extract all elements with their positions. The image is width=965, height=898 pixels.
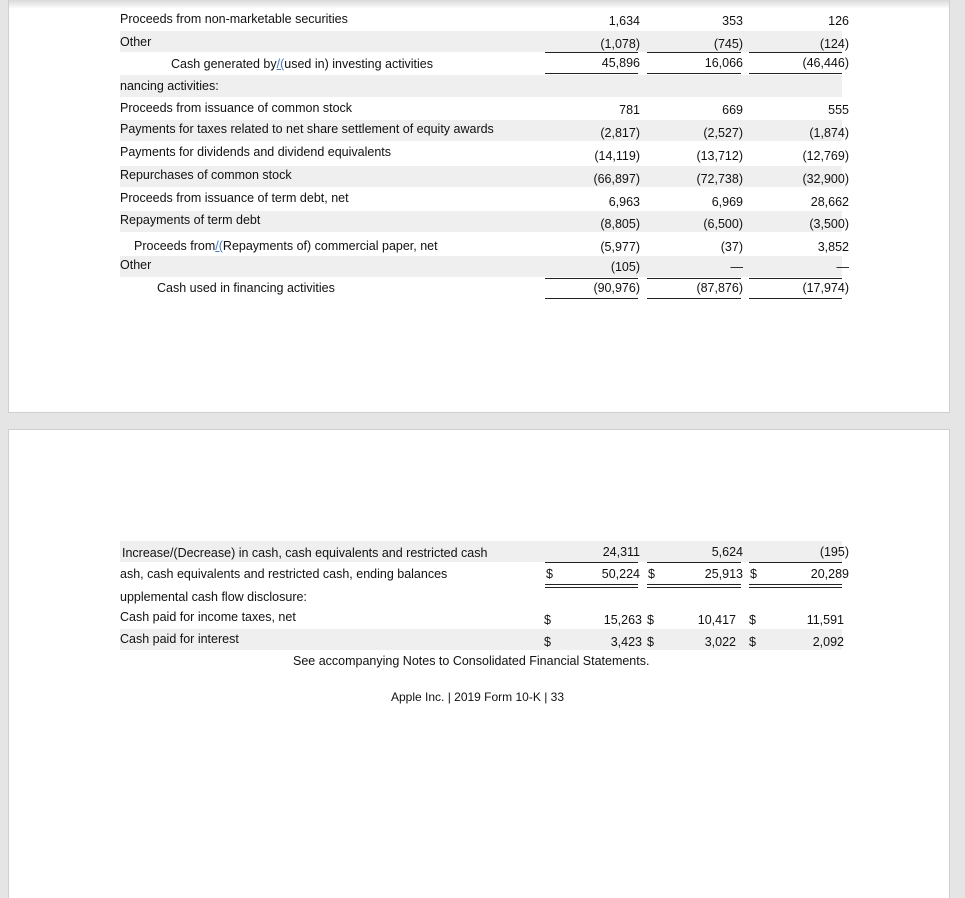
- ending-balance-row: [120, 563, 849, 584]
- value-2018: (6,500): [703, 217, 743, 231]
- currency-symbol: $: [544, 635, 551, 649]
- table-row: [120, 97, 849, 118]
- row-label: Proceeds from issuance of common stock: [120, 101, 353, 115]
- table-row: [120, 8, 849, 29]
- value-2018: 669: [722, 103, 743, 117]
- value-2018: 5,624: [711, 545, 743, 559]
- total-rule: [545, 73, 638, 74]
- row-label: Cash generated by/(used in) investing activities: [171, 57, 433, 71]
- table-row: [120, 166, 849, 187]
- value-2018: (2,527): [703, 126, 743, 140]
- table-row: [120, 120, 849, 141]
- value-2018: (72,738): [696, 172, 743, 186]
- value-2019: 781: [619, 103, 640, 117]
- value-2019: (2,817): [600, 126, 640, 140]
- total-rule: [749, 298, 842, 299]
- row-label: Proceeds from/(Repayments of) commercial paper, net: [134, 239, 438, 253]
- text-link[interactable]: /(: [215, 239, 223, 253]
- text-link[interactable]: /(: [276, 57, 285, 71]
- row-label: Cash paid for income taxes, net: [120, 610, 296, 624]
- notes-reference: See accompanying Notes to Consolidated Financial Statements.: [293, 654, 650, 668]
- total-rule: [545, 298, 638, 299]
- financing-total-row: [120, 279, 849, 300]
- row-label: Proceeds from non-marketable securities: [120, 12, 348, 26]
- value-2017: (17,974): [802, 281, 849, 295]
- table-row: [120, 256, 849, 277]
- total-rule: [647, 73, 741, 74]
- value-2017: 126: [828, 14, 849, 28]
- section-header-row: [120, 588, 842, 609]
- table-row: [120, 143, 849, 164]
- currency-symbol: $: [749, 613, 756, 627]
- value-2019: (90,976): [593, 281, 640, 295]
- table-row: [120, 629, 842, 650]
- row-label: ash, cash equivalents and restricted cash, ending balances: [120, 567, 448, 581]
- value-2019: 24,311: [602, 545, 640, 559]
- row-label: Repayments of term debt: [120, 213, 261, 227]
- row-label: Other: [120, 35, 152, 49]
- value-2017: 11,591: [806, 613, 844, 627]
- value-2018: 16,066: [704, 56, 743, 70]
- value-2017: 555: [828, 103, 849, 117]
- value-2018: 10,417: [697, 613, 736, 627]
- section-header: nancing activities:: [120, 79, 219, 93]
- value-2018: 3,022: [704, 635, 736, 649]
- value-2017: —: [836, 260, 849, 274]
- value-2019: 50,224: [601, 567, 640, 581]
- value-2017: (12,769): [802, 149, 849, 163]
- value-2018: (745): [713, 37, 743, 51]
- document-page-1: [8, 0, 950, 413]
- table-row: [120, 541, 849, 562]
- table-row: [120, 31, 849, 52]
- row-label: Proceeds from issuance of term debt, net: [120, 191, 349, 205]
- value-2017: 20,289: [810, 567, 849, 581]
- value-2017: 28,662: [810, 195, 849, 209]
- table-row: [120, 607, 842, 628]
- value-2019: 1,634: [608, 14, 640, 28]
- currency-symbol: $: [750, 567, 757, 581]
- currency-symbol: $: [647, 635, 654, 649]
- row-label: Repurchases of common stock: [120, 168, 292, 182]
- row-label: Payments for taxes related to net share settlement of equity awards: [120, 122, 494, 136]
- value-2019: (105): [610, 260, 640, 274]
- value-2019: (5,977): [600, 240, 640, 254]
- value-2019: (66,897): [593, 172, 640, 186]
- row-label: Increase/(Decrease) in cash, cash equivalents and restricted cash: [122, 546, 488, 560]
- table-row: [120, 189, 849, 210]
- value-2017: (3,500): [809, 217, 849, 231]
- currency-symbol: $: [544, 613, 551, 627]
- row-label: Payments for dividends and dividend equivalents: [120, 145, 392, 159]
- value-2018: (87,876): [696, 281, 743, 295]
- value-2019: (1,078): [600, 37, 640, 51]
- value-2018: 25,913: [704, 567, 743, 581]
- total-rule: [647, 298, 741, 299]
- document-page-2: [8, 429, 950, 898]
- value-2018: 353: [722, 14, 743, 28]
- value-2018: 6,969: [711, 195, 743, 209]
- value-2018: —: [730, 260, 743, 274]
- currency-symbol: $: [648, 567, 655, 581]
- row-label: Other: [120, 258, 152, 272]
- value-2017: (32,900): [802, 172, 849, 186]
- value-2019: 3,423: [610, 635, 642, 649]
- value-2018: (37): [720, 240, 743, 254]
- value-2017: 2,092: [812, 635, 844, 649]
- investing-total-row: [120, 53, 849, 74]
- section-header: upplemental cash flow disclosure:: [120, 590, 307, 604]
- value-2019: 6,963: [608, 195, 640, 209]
- row-label: Cash used in financing activities: [157, 281, 335, 295]
- section-header-row: [120, 75, 842, 97]
- currency-symbol: $: [647, 613, 654, 627]
- value-2017: (124): [819, 37, 849, 51]
- value-2019: (8,805): [600, 217, 640, 231]
- row-label: Cash paid for interest: [120, 632, 239, 646]
- value-2017: (1,874): [809, 126, 849, 140]
- value-2019: 45,896: [601, 56, 640, 70]
- table-row: [120, 211, 849, 232]
- value-2017: (46,446): [802, 56, 849, 70]
- currency-symbol: $: [749, 635, 756, 649]
- page-footer: Apple Inc. | 2019 Form 10-K | 33: [391, 690, 564, 704]
- value-2019: 15,263: [603, 613, 642, 627]
- value-2018: (13,712): [696, 149, 743, 163]
- table-row: [120, 234, 849, 255]
- value-2017: (195): [819, 545, 849, 559]
- total-rule: [749, 73, 842, 74]
- value-2019: (14,119): [594, 149, 640, 163]
- currency-symbol: $: [546, 567, 553, 581]
- value-2017: 3,852: [817, 240, 849, 254]
